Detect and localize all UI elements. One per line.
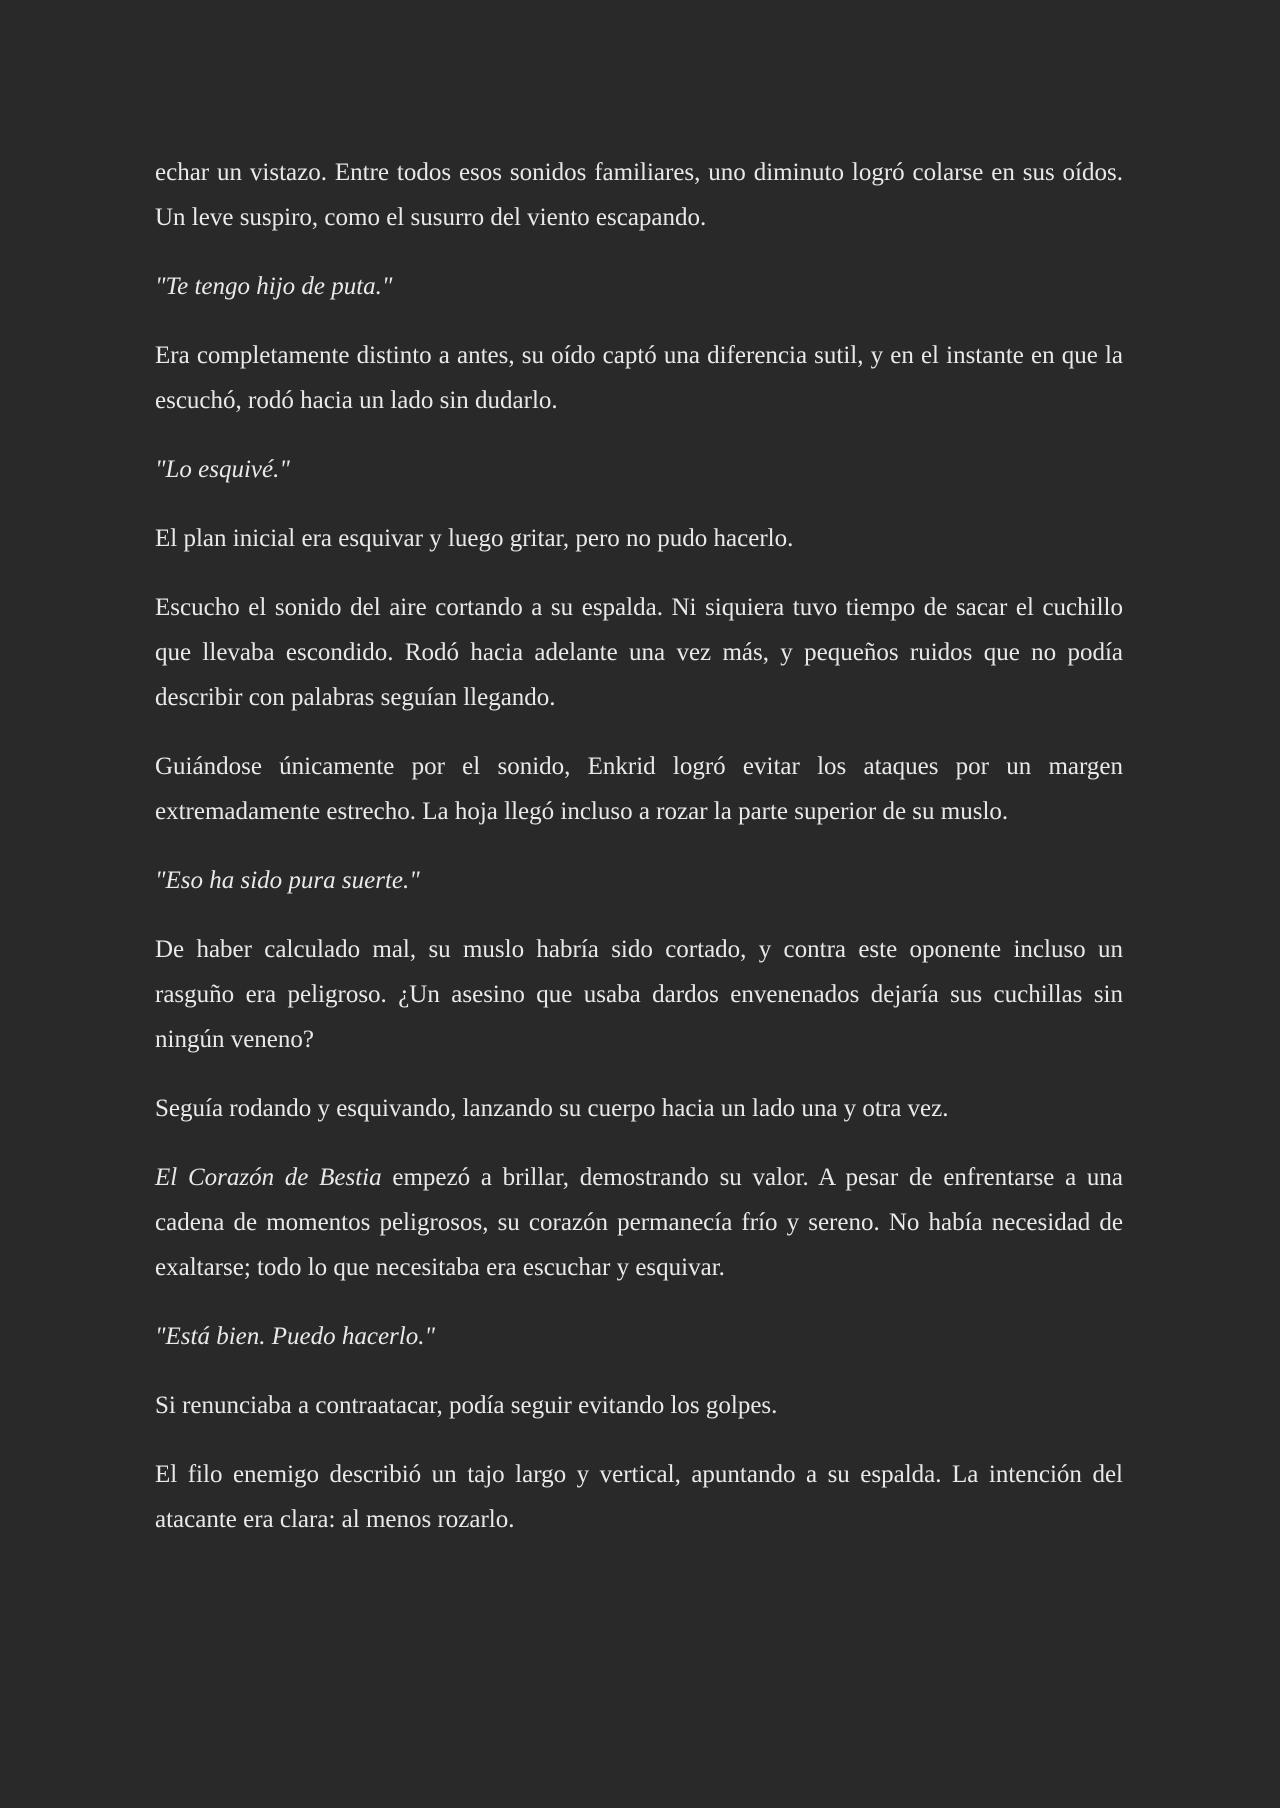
- italic-thought: "Lo esquivé.": [155, 456, 290, 483]
- paragraph: De haber calculado mal, su muslo habría sido cortado, y contra este oponente incluso un rasguño era peligroso. ¿Un asesino que usaba dardos envenenados dejaría sus cuchillas sin ningún veneno?: [155, 936, 1123, 1053]
- thought-paragraph: [155, 264, 1123, 309]
- italic-thought: "Te tengo hijo de puta.": [155, 273, 393, 300]
- thought-paragraph: [155, 858, 1123, 903]
- italic-thought: "Está bien. Puedo hacerlo.": [155, 1323, 435, 1350]
- paragraph: Si renunciaba a contraatacar, podía seguir evitando los golpes.: [155, 1392, 778, 1419]
- paragraph: echar un vistazo. Entre todos esos sonidos familiares, uno diminuto logró colarse en sus oídos. Un leve suspiro, como el susurro del viento escapando.: [155, 159, 1123, 231]
- chapter-content: [155, 150, 1123, 1566]
- paragraph: Escucho el sonido del aire cortando a su espalda. Ni siquiera tuvo tiempo de sacar el cuchillo que llevaba escondido. Rodó hacia adelante una vez más, y pequeños ruidos que no podía describir con palabras seguían llegando.: [155, 594, 1123, 711]
- paragraph: El filo enemigo describió un tajo largo y vertical, apuntando a su espalda. La intención del atacante era clara: al menos rozarlo.: [155, 1461, 1123, 1533]
- paragraph-text: empezó a brillar, demostrando su valor. A pesar de enfrentarse a una cadena de momentos peligrosos, su corazón permanecía frío y sereno. No había necesidad de exaltarse; todo lo que necesitaba era escuchar y esquivar.: [155, 1164, 1123, 1281]
- paragraph: Era completamente distinto a antes, su oído captó una diferencia sutil, y en el instante en que la escuchó, rodó hacia un lado sin dudarlo.: [155, 342, 1123, 414]
- paragraph: Guiándose únicamente por el sonido, Enkrid logró evitar los ataques por un margen extremadamente estrecho. La hoja llegó incluso a rozar la parte superior de su muslo.: [155, 753, 1123, 825]
- paragraph: El plan inicial era esquivar y luego gritar, pero no pudo hacerlo.: [155, 525, 794, 552]
- italic-title-reference: El Corazón de Bestia: [155, 1164, 382, 1191]
- italic-thought: "Eso ha sido pura suerte.": [155, 867, 420, 894]
- thought-paragraph: [155, 447, 1123, 492]
- thought-paragraph: [155, 1314, 1123, 1359]
- paragraph: Seguía rodando y esquivando, lanzando su cuerpo hacia un lado una y otra vez.: [155, 1095, 949, 1122]
- paragraph: [155, 1155, 1123, 1290]
